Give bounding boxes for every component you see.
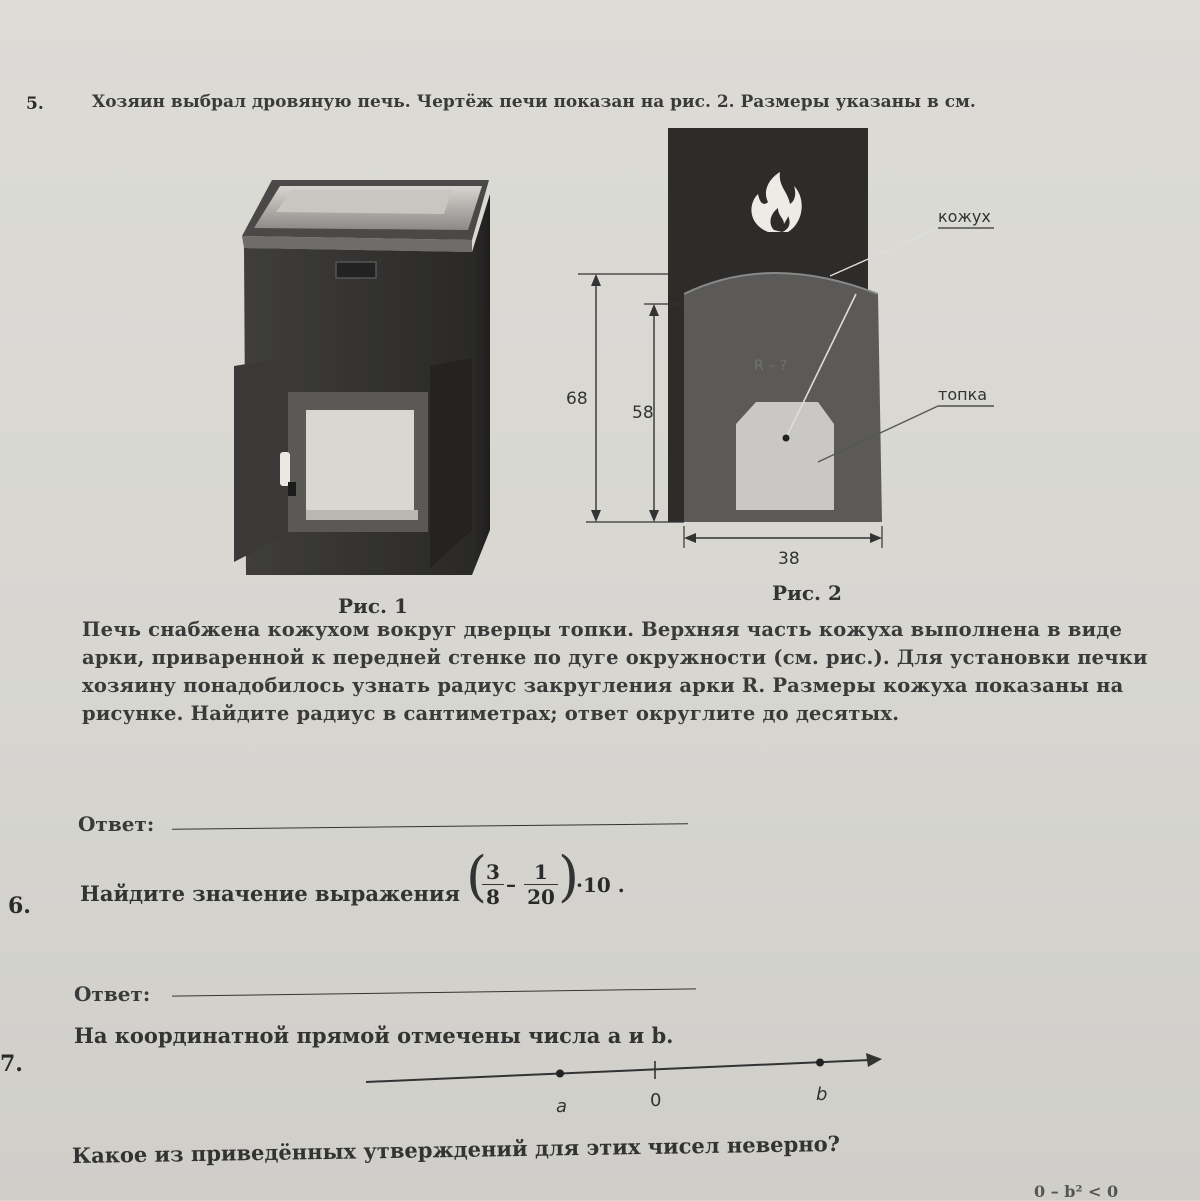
point-b-label: b	[816, 1084, 828, 1105]
label-width-38: 38	[778, 549, 800, 564]
fraction-1	[482, 860, 504, 909]
label-height-58: 58	[632, 403, 654, 423]
fraction-1-denominator: 8	[486, 885, 500, 909]
answer-6-label: Ответ:	[74, 982, 151, 1006]
problem-5-intro: Хозяин выбрал дровяную печь. Чертёж печи показан на рис. 2. Размеры указаны в см.	[92, 92, 976, 112]
problem-7-text: На координатной прямой отмечены числа a и b.	[74, 1023, 674, 1048]
fraction-2-numerator: 1	[524, 860, 558, 885]
answer-5-line[interactable]	[172, 823, 688, 829]
expression-tail: ·10 .	[576, 873, 625, 897]
answer-5-label: Ответ:	[78, 812, 155, 836]
fraction-1-numerator: 3	[482, 860, 504, 885]
problem-6-number: 6.	[8, 893, 31, 919]
label-radius: R – ?	[754, 358, 788, 374]
stove-photo-figure	[232, 170, 502, 580]
figure-1-caption: Рис. 1	[338, 594, 408, 618]
figure-2-caption: Рис. 2	[772, 581, 842, 605]
problem-5-number: 5.	[26, 94, 44, 114]
problem-7-number: 7.	[0, 1051, 23, 1077]
problem-5-text: Печь снабжена кожухом вокруг дверцы топки. Верхняя часть кожуха выполнена в виде арки, приваренной к передней стенке по дуге окружности (см. рис.). Для установки печки хозяину понадобилось узнать радиус закругления арки R. Размеры кожуха показаны на рисунке. Найдите радиус в сантиметрах; ответ округлите до десятых.	[82, 618, 1148, 725]
zero-label: 0	[650, 1090, 662, 1111]
label-firebox: топка	[938, 385, 988, 404]
label-height-68: 68	[566, 389, 588, 409]
open-paren: (	[466, 845, 488, 908]
question-prefix: Какое из приведённых утверждений для этих чисел	[71, 1132, 728, 1168]
problem-7-question	[72, 1131, 840, 1168]
minus-sign: –	[506, 872, 516, 896]
close-paren: )	[558, 845, 580, 908]
fraction-2	[524, 860, 558, 909]
answer-6-line[interactable]	[172, 988, 696, 996]
stove-drawing-figure	[560, 124, 1010, 564]
question-bold: неверно	[726, 1131, 828, 1158]
corner-fragment: 0 – b² < 0	[1034, 1182, 1119, 1201]
question-suffix: ?	[827, 1130, 841, 1157]
number-line	[360, 1046, 890, 1126]
problem-6-text: Найдите значение выражения	[80, 881, 460, 906]
label-shell: кожух	[938, 207, 991, 226]
fraction-2-denominator: 20	[527, 885, 555, 909]
point-a-label: a	[556, 1096, 568, 1117]
